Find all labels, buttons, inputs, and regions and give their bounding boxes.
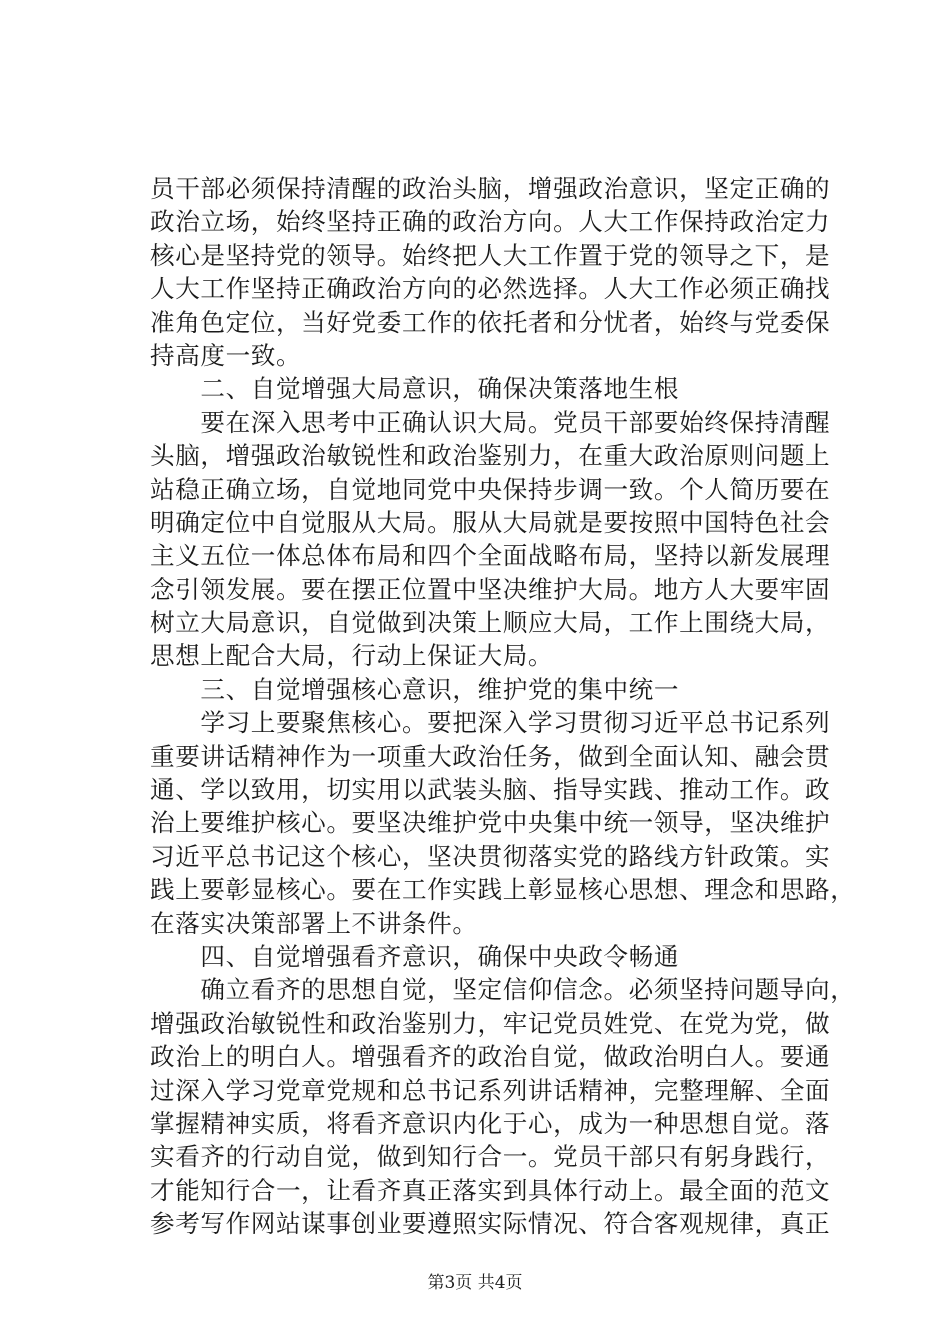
text-line: 准角色定位，当好党委工作的依托者和分忧者，始终与党委保 bbox=[150, 307, 831, 337]
text-line: 人大工作坚持正确政治方向的必然选择。人大工作必须正确找 bbox=[150, 274, 831, 304]
text-line: 践上要彰显核心。要在工作实践上彰显核心思想、理念和思路， bbox=[150, 875, 856, 905]
text-line: 在落实决策部署上不讲条件。 bbox=[150, 908, 478, 938]
text-line: 过深入学习党章党规和总书记系列讲话精神，完整理解、全面 bbox=[150, 1075, 831, 1105]
text-line: 习近平总书记这个核心，坚决贯彻落实党的路线方针政策。实 bbox=[150, 841, 831, 871]
text-line: 二、自觉增强大局意识，确保决策落地生根 bbox=[150, 374, 680, 404]
text-line: 确立看齐的思想自觉，坚定信仰信念。必须坚持问题导向， bbox=[150, 975, 856, 1005]
text-line: 实看齐的行动自觉，做到知行合一。党员干部只有躬身践行， bbox=[150, 1142, 831, 1172]
text-line: 头脑，增强政治敏锐性和政治鉴别力，在重大政治原则问题上 bbox=[150, 441, 831, 471]
text-line: 才能知行合一，让看齐真正落实到具体行动上。最全面的范文 bbox=[150, 1175, 831, 1205]
text-line: 重要讲话精神作为一项重大政治任务，做到全面认知、融会贯 bbox=[150, 741, 831, 771]
text-line: 思想上配合大局，行动上保证大局。 bbox=[150, 641, 554, 671]
text-line: 三、自觉增强核心意识，维护党的集中统一 bbox=[150, 674, 680, 704]
text-line: 念引领发展。要在摆正位置中坚决维护大局。地方人大要牢固 bbox=[150, 574, 831, 604]
text-line: 掌握精神实质，将看齐意识内化于心，成为一种思想自觉。落 bbox=[150, 1108, 831, 1138]
text-line: 站稳正确立场，自觉地同党中央保持步调一致。个人简历要在 bbox=[150, 474, 831, 504]
text-line: 四、自觉增强看齐意识，确保中央政令畅通 bbox=[150, 941, 680, 971]
text-line: 持高度一致。 bbox=[150, 340, 302, 370]
text-line: 参考写作网站谋事创业要遵照实际情况、符合客观规律，真正 bbox=[150, 1209, 831, 1239]
text-line: 学习上要聚焦核心。要把深入学习贯彻习近平总书记系列 bbox=[150, 708, 831, 738]
text-line: 增强政治敏锐性和政治鉴别力，牢记党员姓党、在党为党，做 bbox=[150, 1008, 831, 1038]
text-line: 政治立场，始终坚持正确的政治方向。人大工作保持政治定力 bbox=[150, 207, 831, 237]
text-line: 通、学以致用，切实用以武装头脑、指导实践、推动工作。政 bbox=[150, 775, 831, 805]
text-line: 主义五位一体总体布局和四个全面战略布局，坚持以新发展理 bbox=[150, 541, 831, 571]
text-line: 明确定位中自觉服从大局。服从大局就是要按照中国特色社会 bbox=[150, 507, 831, 537]
text-line: 树立大局意识，自觉做到决策上顺应大局，工作上围绕大局， bbox=[150, 608, 831, 638]
text-line: 核心是坚持党的领导。始终把人大工作置于党的领导之下，是 bbox=[150, 240, 831, 270]
text-line: 员干部必须保持清醒的政治头脑，增强政治意识，坚定正确的 bbox=[150, 174, 831, 203]
page-footer: 第3页 共4页 bbox=[427, 1273, 523, 1293]
text-line: 治上要维护核心。要坚决维护党中央集中统一领导，坚决维护 bbox=[150, 808, 831, 838]
text-line: 要在深入思考中正确认识大局。党员干部要始终保持清醒 bbox=[150, 407, 831, 437]
text-line: 政治上的明白人。增强看齐的政治自觉，做政治明白人。要通 bbox=[150, 1042, 831, 1072]
document-body bbox=[150, 172, 856, 1241]
